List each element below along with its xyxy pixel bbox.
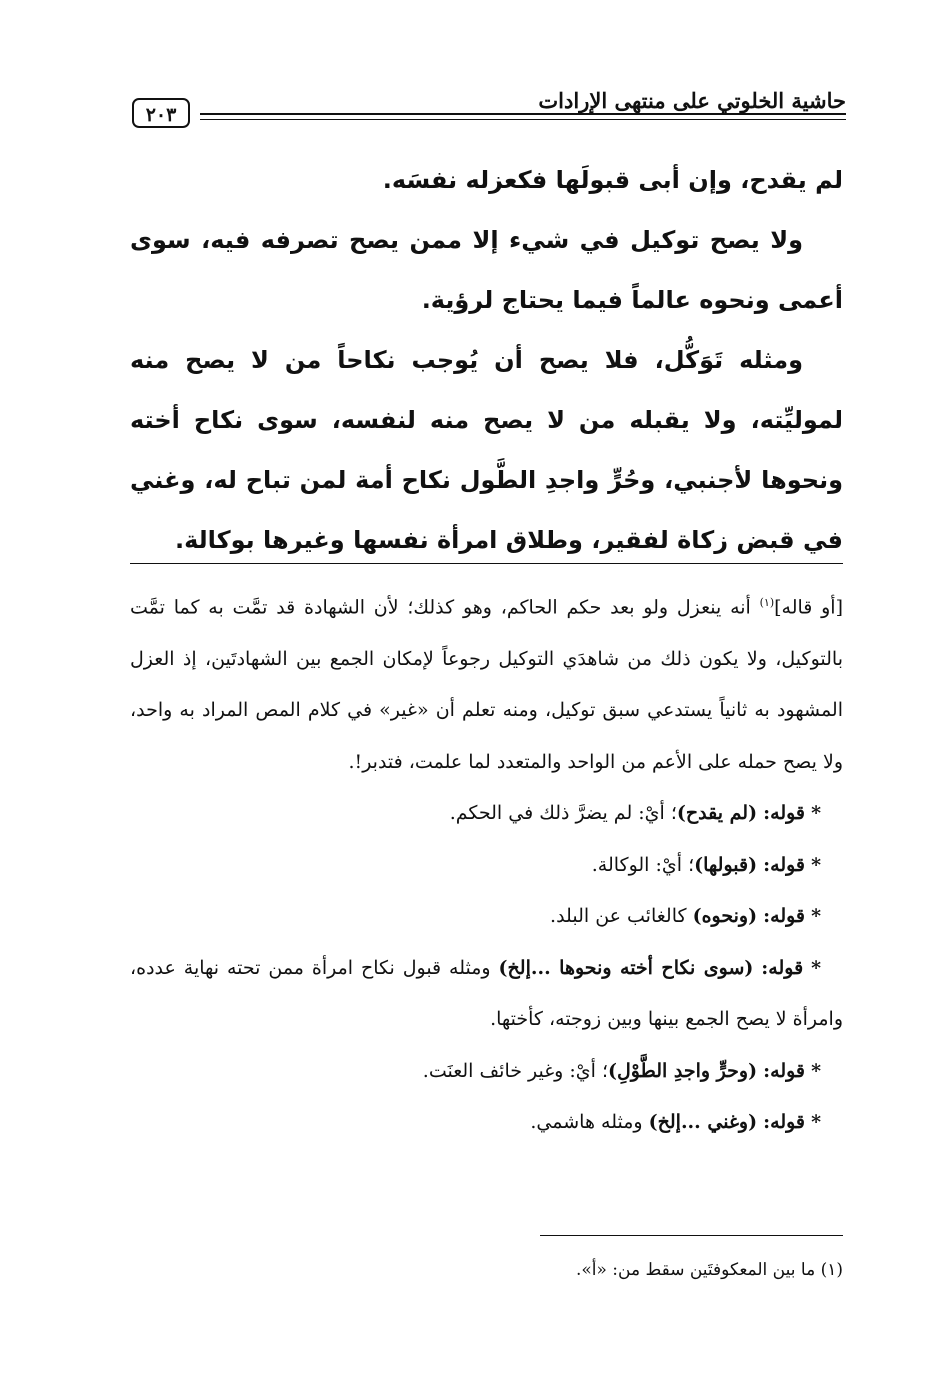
note-text: ومثله قبول نكاح امرأة ممن تحته نهاية عدده، وامرأة لا يصح الجمع بينها وبين زوجته، كأختها. (130, 956, 843, 1031)
note-label: قوله: (763, 802, 806, 825)
main-paragraph-2: ولا يصح توكيل في شيء إلا ممن يصح تصرفه فيه، سوى أعمى ونحوه عالماً فيما يحتاج لرؤية. (130, 226, 843, 314)
commentary-note-5 (130, 1046, 843, 1098)
star-marker: * (811, 1111, 821, 1134)
commentary-note-2 (130, 840, 843, 892)
note-quote: (قبولها) (694, 853, 758, 876)
note-quote: (سوى نكاح أخته ونحوها ...إلخ) (498, 956, 754, 979)
note-label: قوله: (761, 956, 804, 979)
commentary-bracket-lead: [أو قاله] (774, 596, 844, 619)
main-paragraph-1: لم يقدح، وإن أبى قبولَها فكعزله نفسَه. (382, 166, 843, 194)
commentary-paragraph-text: أنه ينعزل ولو بعد حكم الحاكم، وهو كذلك؛ لأن الشهادة قد تمَّت به كما تمَّت بالتوكيل، ولا يكون ذلك من شاهدَي التوكيل رجوعاً لإمكان الجمع بين الشهادتَين، إذ العزل المشهود به ثانياً يستدعي سبق توكيل، ومنه تعلم أن «غير» في كلام المص المراد به واحد، ولا يصح حمله على الأعم من الواحد والمتعدد لما علمت، فتدبر!. (130, 596, 843, 773)
commentary-block (130, 577, 843, 1149)
running-header-title: حاشية الخلوتي على منتهى الإرادات (538, 88, 846, 113)
footnote: (١) ما بين المعكوفتَين سقط من: «أ». (575, 1260, 843, 1280)
commentary-note-1 (130, 788, 843, 840)
main-paragraph-3: ومثله تَوَكُّل، فلا يصح أن يُوجب نكاحاً من لا يصح منه لموليِّته، ولا يقبله من لا يصح منه لنفسه، سوى نكاح أخته ونحوها لأجنبي، وحُرٍّ واجدِ الطَّول نكاح أمة لمن تباح له، وغني في قبض زكاة لفقير، وطلاق امرأة نفسها وغيرها بوكالة. (130, 346, 843, 554)
footnote-separator (540, 1235, 843, 1236)
commentary-note-6 (130, 1097, 843, 1149)
main-text-block (130, 150, 843, 570)
star-marker: * (811, 1059, 821, 1082)
note-label: قوله: (763, 853, 806, 876)
commentary-separator (130, 563, 843, 564)
note-label: قوله: (763, 905, 806, 928)
note-quote: (ونحوه) (692, 905, 758, 928)
page-number-badge: ٢٠٣ (132, 98, 190, 128)
commentary-note-4 (130, 943, 843, 1046)
note-label: قوله: (763, 1111, 806, 1134)
note-quote: (وحرٍّ واجدِ الطَّوْلِ) (608, 1059, 758, 1082)
header-rule-thin (200, 119, 846, 120)
star-marker: * (811, 802, 821, 825)
star-marker: * (811, 905, 821, 928)
note-text: ؛ أيْ: لم يضرَّ ذلك في الحكم. (449, 802, 677, 825)
commentary-note-3 (130, 891, 843, 943)
note-label: قوله: (763, 1059, 806, 1082)
header-rule (200, 113, 846, 115)
note-text: ؛ أيْ: وغير خائف العنَت. (422, 1059, 609, 1082)
note-text: ومثله هاشمي. (530, 1111, 649, 1134)
star-marker: * (811, 956, 821, 979)
commentary-paragraph-1 (130, 577, 843, 788)
note-quote: (وغني ...إلخ) (648, 1111, 758, 1134)
note-text: ؛ أيْ: الوكالة. (591, 853, 695, 876)
footnote-ref: (١) (759, 596, 775, 609)
note-text: كالغائب عن البلد. (550, 905, 693, 928)
star-marker: * (811, 853, 821, 876)
note-quote: (لم يقدح) (676, 802, 758, 825)
